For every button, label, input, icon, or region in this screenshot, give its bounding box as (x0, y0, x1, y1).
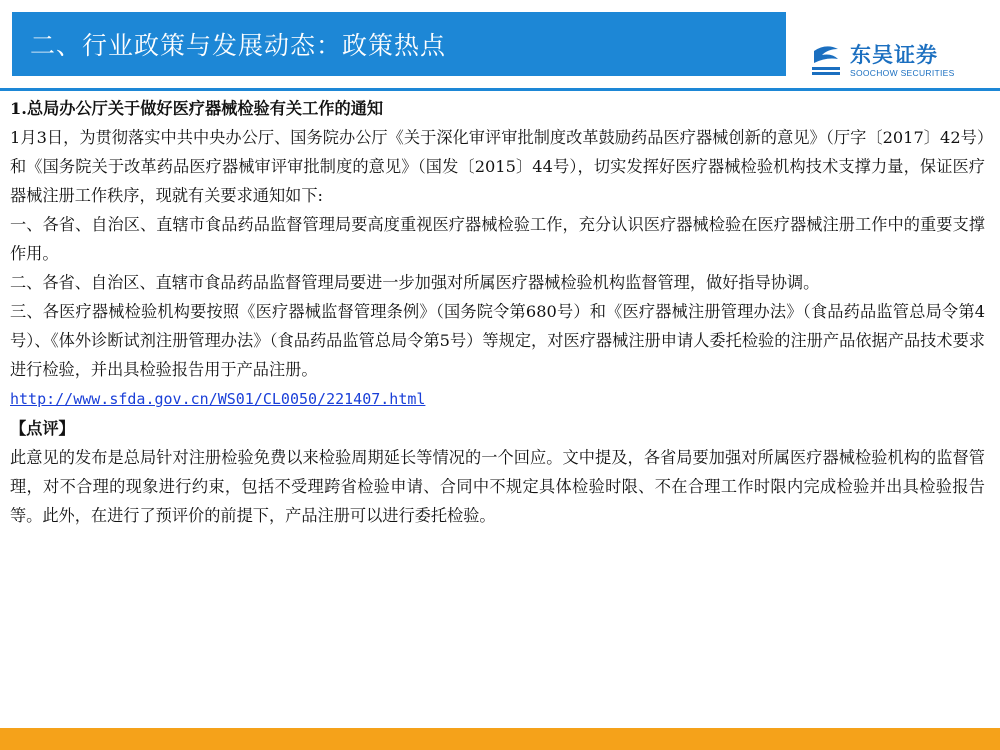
requirement-item-1: 一、各省、自治区、直辖市食品药品监督管理局要高度重视医疗器械检验工作，充分认识医疗器械检验在医疗器械注册工作中的重要支撑作用。 (10, 215, 985, 263)
title-bar (12, 12, 786, 76)
page-title: 二、行业政策与发展动态：政策热点 (30, 31, 447, 60)
requirement-item-3: 三、各医疗器械检验机构要按照《医疗器械监督管理条例》（国务院令第680号）和《医疗器械注册管理办法》（食品药品监管总局令第4号）、《体外诊断试剂注册管理办法》（食品药品监管总局令第5号）等规定，对医疗器械注册申请人委托检验的注册产品依据产品技术要求进行检验，并出具检验报告用于产品注册。 (10, 302, 985, 379)
soochow-logo-icon (806, 41, 846, 81)
notice-heading: 1.总局办公厅关于做好医疗器械检验有关工作的通知 (10, 99, 384, 118)
document-body (10, 94, 985, 530)
comment-paragraph: 此意见的发布是总局针对注册检验免费以来检验周期延长等情况的一个回应。文中提及，各省局要加强对所属医疗器械检验机构的监督管理，对不合理的现象进行约束，包括不受理跨省检验申请、合同中不规定具体检验时限、不在合理工作时限内完成检验并出具检验报告等。此外，在进行了预评价的前提下，产品注册可以进行委托检验。 (10, 448, 985, 525)
footer-bar (0, 728, 1000, 750)
requirement-item-2: 二、各省、自治区、直辖市食品药品监督管理局要进一步加强对所属医疗器械检验机构监督管理，做好指导协调。 (10, 273, 820, 292)
company-logo (806, 40, 996, 82)
intro-paragraph: 1月3日，为贯彻落实中共中央办公厅、国务院办公厅《关于深化审评审批制度改革鼓励药品医疗器械创新的意见》（厅字〔2017〕42号）和《国务院关于改革药品医疗器械审评审批制度的意见》（国发〔2015〕44号），切实发挥好医疗器械检验机构技术支撑力量，保证医疗器械注册工作秩序，现就有关要求通知如下: (10, 128, 985, 205)
source-link[interactable]: http://www.sfda.gov.cn/WS01/CL0050/221407.html (10, 390, 426, 408)
header-divider (0, 88, 1000, 91)
logo-chinese-name: 东吴证券 (850, 42, 938, 67)
comment-label: 【点评】 (10, 419, 75, 438)
logo-english-name: SOOCHOW SECURITIES (850, 67, 955, 78)
